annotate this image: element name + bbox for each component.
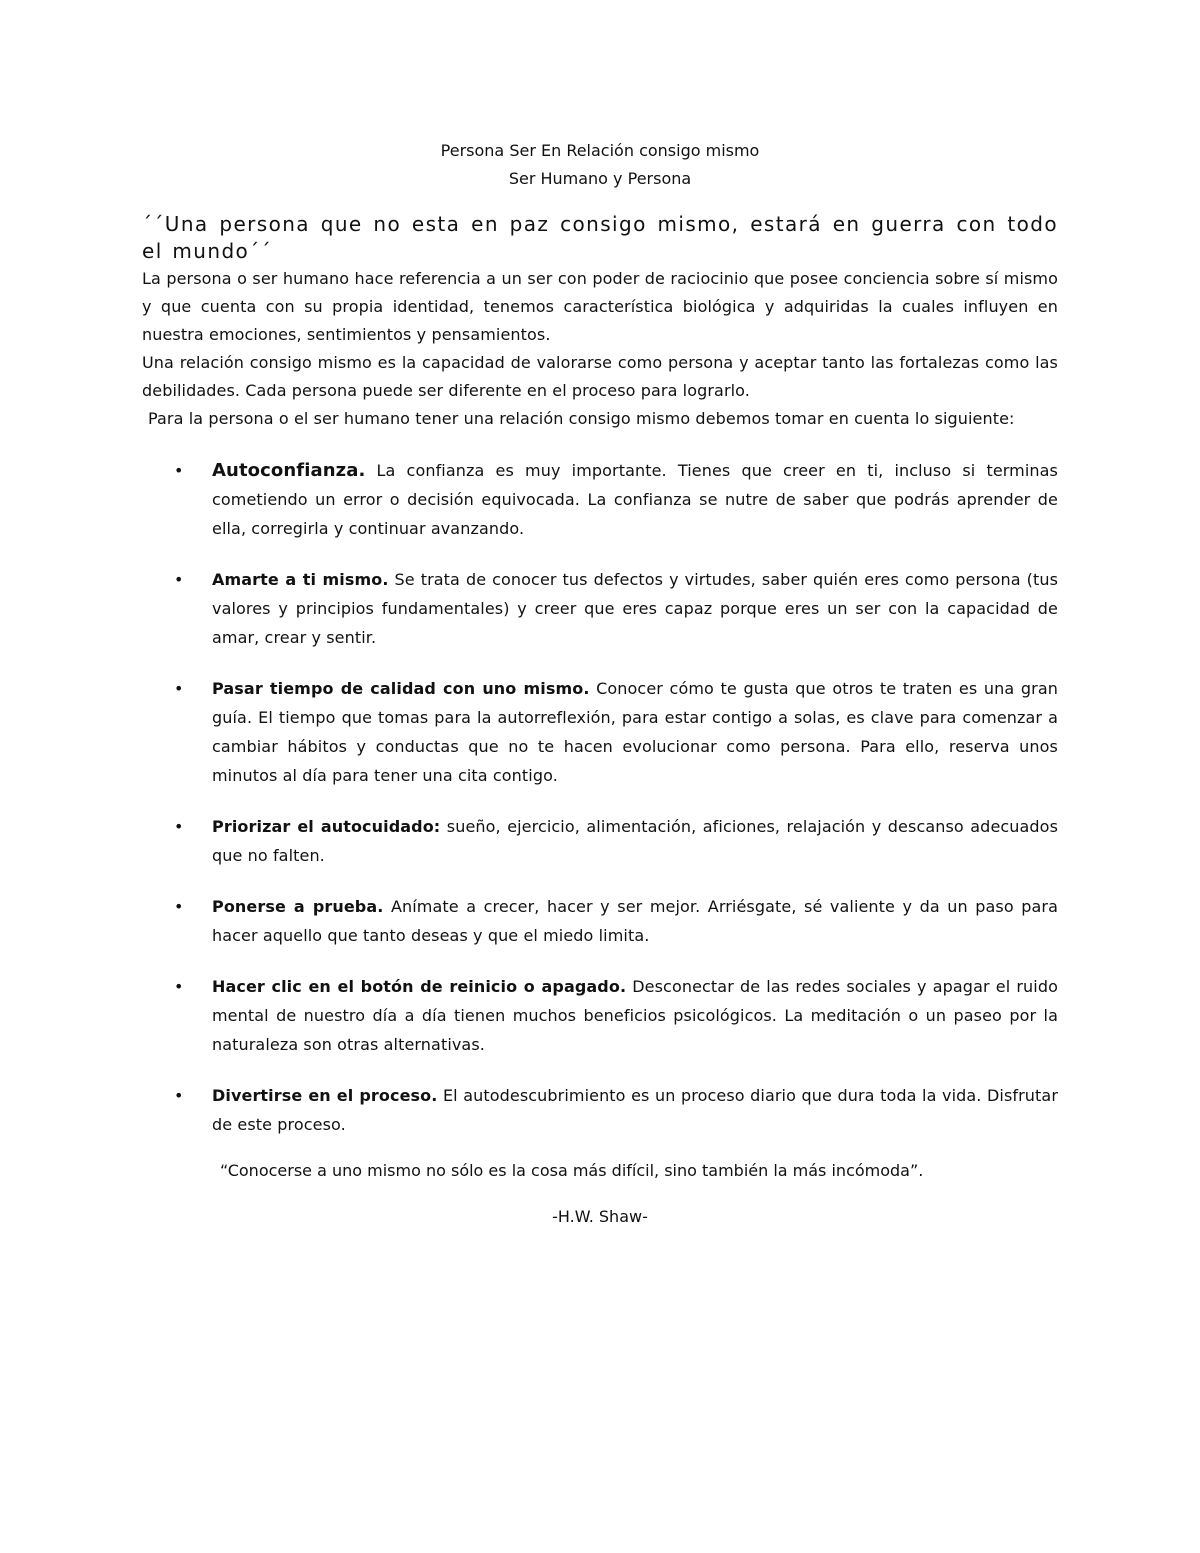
- tip-text: La confianza es muy importante. Tienes que creer en ti, incluso si terminas cometiendo un error o decisión equivocada. La confianza se nutre de saber que podrás aprender de ella, corregirla y continuar avanzando.: [212, 461, 1058, 538]
- document-page: [142, 140, 1058, 1231]
- tip-title: Priorizar el autocuidado:: [212, 817, 441, 836]
- epigraph-quote: ´´Una persona que no esta en paz consigo mismo, estará en guerra con todo el mundo´´: [142, 212, 1058, 263]
- closing-quote: “Conocerse a uno mismo no sólo es la cosa más difícil, sino también la más incómoda”.: [220, 1161, 924, 1180]
- list-item: [142, 565, 1058, 652]
- tip-title: Autoconfianza.: [212, 460, 366, 481]
- bullet-icon: •: [174, 461, 184, 480]
- tip-title: Pasar tiempo de calidad con uno mismo.: [212, 679, 590, 698]
- bullet-icon: •: [174, 897, 184, 916]
- tip-text: Desconectar de las redes sociales y apagar el ruido mental de nuestro día a día tienen muchos beneficios psicológicos. La meditación o un paseo por la naturaleza son otras alternativas.: [212, 977, 1058, 1054]
- tip-text: Se trata de conocer tus defectos y virtudes, saber quién eres como persona (tus valores y principios fundamentales) y creer que eres capaz porque eres un ser con la capacidad de amar, crear y sentir.: [212, 570, 1059, 647]
- list-item: [142, 892, 1058, 950]
- tips-list: [142, 456, 1058, 1139]
- quote-author: -H.W. Shaw-: [552, 1207, 648, 1226]
- list-item: [142, 972, 1058, 1059]
- tip-title: Divertirse en el proceso.: [212, 1086, 438, 1105]
- bullet-icon: •: [174, 570, 184, 589]
- tip-title: Ponerse a prueba.: [212, 897, 384, 916]
- document-subtitle: Ser Humano y Persona: [508, 169, 692, 188]
- bullet-icon: •: [174, 679, 184, 698]
- bullet-icon: •: [174, 1086, 184, 1105]
- paragraph-relationship: Una relación consigo mismo es la capacidad de valorarse como persona y aceptar tanto las fortalezas como las debilidades. Cada persona puede ser diferente en el proceso para lograrlo.: [142, 353, 1058, 400]
- document-title: Persona Ser En Relación consigo mismo: [440, 141, 760, 160]
- tip-text: Conocer cómo te gusta que otros te traten es una gran guía. El tiempo que tomas para la autorreflexión, para estar contigo a solas, es clave para comenzar a cambiar hábitos y conductas que no te hacen evolucionar como persona. Para ello, reserva unos minutos al día para tener una cita contigo.: [212, 679, 1058, 785]
- tip-text: Anímate a crecer, hacer y ser mejor. Arriésgate, sé valiente y da un paso para hacer aquello que tanto deseas y que el miedo limita.: [212, 897, 1058, 945]
- list-item: [142, 1081, 1058, 1139]
- paragraph-intro-list: Para la persona o el ser humano tener una relación consigo mismo debemos tomar en cuenta lo siguiente:: [148, 409, 1015, 428]
- list-item: [142, 812, 1058, 870]
- list-item: [142, 674, 1058, 790]
- tip-text: sueño, ejercicio, alimentación, aficiones, relajación y descanso adecuados que no falten.: [212, 817, 1059, 865]
- paragraph-definition: La persona o ser humano hace referencia a un ser con poder de raciocinio que posee conciencia sobre sí mismo y que cuenta con su propia identidad, tenemos característica biológica y adquiridas la cuales influyen en nuestra emociones, sentimientos y pensamientos.: [142, 269, 1058, 344]
- tip-title: Hacer clic en el botón de reinicio o apagado.: [212, 977, 627, 996]
- bullet-icon: •: [174, 977, 184, 996]
- bullet-icon: •: [174, 817, 184, 836]
- tip-text: El autodescubrimiento es un proceso diario que dura toda la vida. Disfrutar de este proceso.: [212, 1086, 1059, 1134]
- tip-title: Amarte a ti mismo.: [212, 570, 389, 589]
- list-item: [142, 456, 1058, 543]
